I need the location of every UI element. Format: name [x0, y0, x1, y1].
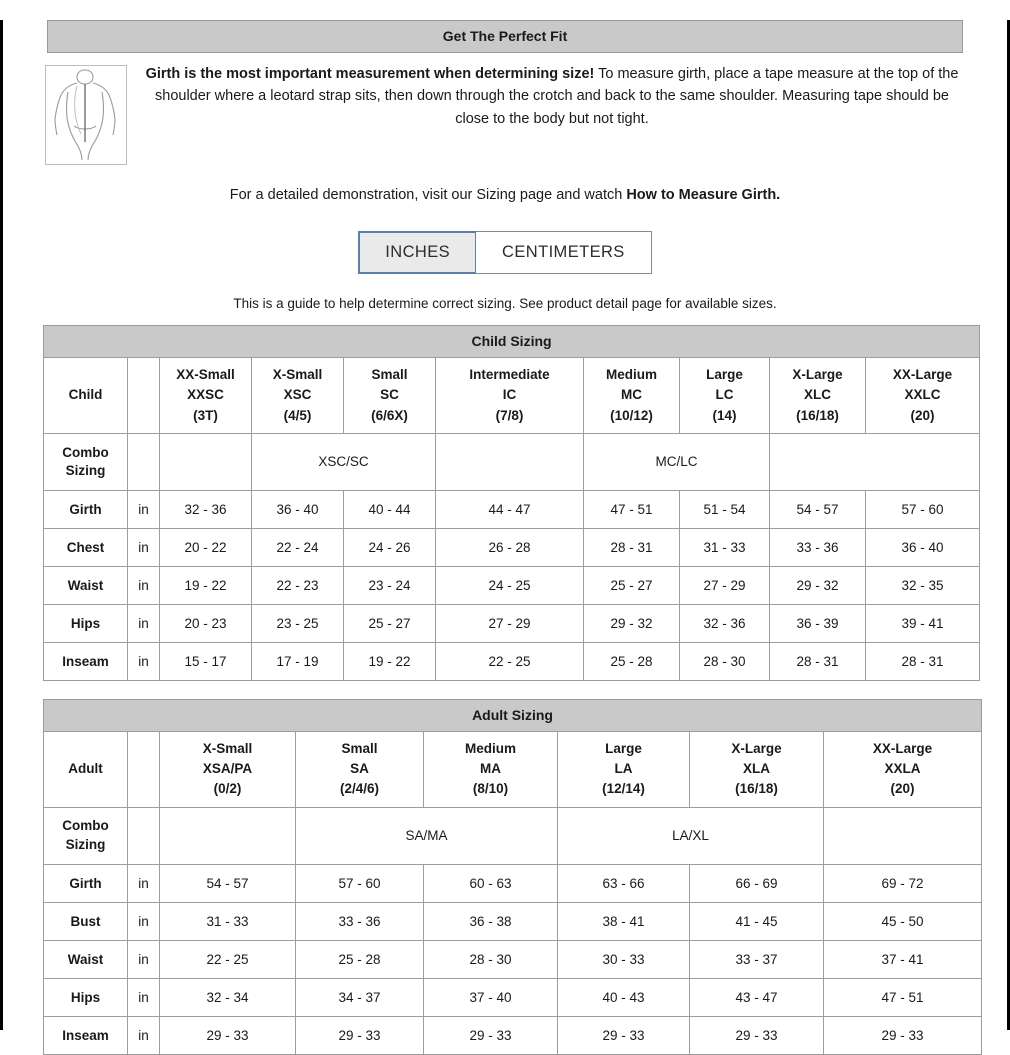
- table-row: [44, 940, 982, 978]
- adult-combo-label-1: Combo: [62, 818, 109, 834]
- adult-row-3-unit: in: [128, 978, 160, 1016]
- child-row-3-v2: 25 - 27: [344, 604, 436, 642]
- child-row-2-label: Waist: [44, 566, 128, 604]
- adult-row-4-v3: 29 - 33: [558, 1016, 690, 1054]
- child-row-1-v5: 31 - 33: [680, 528, 770, 566]
- figure-svg: [46, 66, 124, 162]
- child-table-title-row: [44, 326, 980, 358]
- child-col-6: [770, 358, 866, 434]
- adult-header-label: Adult: [44, 731, 128, 807]
- adult-col-1: [296, 731, 424, 807]
- child-row-4-v1: 17 - 19: [252, 642, 344, 680]
- child-row-0-unit: in: [128, 490, 160, 528]
- intro-rest-text: To measure girth, place a tape measure at the top of the shoulder where a leotard strap sits, then down through the crotch and back to the same shoulder. Measuring tape should be close to the body but not tight.: [155, 66, 959, 127]
- child-row-2-v3: 24 - 25: [436, 566, 584, 604]
- child-row-4-v6: 28 - 31: [770, 642, 866, 680]
- child-col-1-name: X-Small: [272, 367, 323, 382]
- child-row-4-v7: 28 - 31: [866, 642, 980, 680]
- adult-col-4-name: X-Large: [731, 740, 782, 756]
- adult-row-0-v1: 57 - 60: [296, 864, 424, 902]
- adult-row-0-v4: 66 - 69: [690, 864, 824, 902]
- intro-paragraph: [127, 63, 969, 130]
- adult-row-2-v2: 28 - 30: [424, 940, 558, 978]
- demo-line: [51, 187, 959, 203]
- how-to-measure-girth-link[interactable]: How to Measure Girth.: [626, 187, 781, 203]
- child-row-0-v0: 32 - 36: [160, 490, 252, 528]
- size-chart-page: [0, 20, 1010, 1043]
- adult-col-5-code: XXLA: [884, 761, 921, 776]
- child-combo-unit-spacer: [128, 433, 160, 490]
- child-col-3: [436, 358, 584, 434]
- child-row-2-unit: in: [128, 566, 160, 604]
- table-row: [44, 604, 980, 642]
- adult-sizing-table: [43, 699, 982, 1055]
- child-row-2-v5: 27 - 29: [680, 566, 770, 604]
- adult-row-3-v5: 47 - 51: [824, 978, 982, 1016]
- child-combo-label-1: Combo: [62, 444, 109, 460]
- child-header-label: Child: [44, 358, 128, 434]
- demo-prefix-text: For a detailed demonstration, visit our Sizing page and watch: [229, 187, 627, 203]
- child-row-1-v1: 22 - 24: [252, 528, 344, 566]
- adult-row-0-unit: in: [128, 864, 160, 902]
- adult-row-2-v0: 22 - 25: [160, 940, 296, 978]
- child-sizing-table: [43, 325, 980, 681]
- adult-row-4-label: Inseam: [44, 1016, 128, 1054]
- unit-toggle[interactable]: [358, 231, 651, 274]
- child-row-3-v5: 32 - 36: [680, 604, 770, 642]
- child-col-0-code: XXSC: [187, 387, 224, 403]
- child-row-2-v0: 19 - 22: [160, 566, 252, 604]
- adult-row-2-v3: 30 - 33: [558, 940, 690, 978]
- adult-col-0: [160, 731, 296, 807]
- child-row-1-label: Chest: [44, 528, 128, 566]
- adult-row-1-v3: 38 - 41: [558, 902, 690, 940]
- adult-col-1-age: (2/4/6): [339, 781, 380, 797]
- child-row-3-unit: in: [128, 604, 160, 642]
- child-col-6-name: X-Large: [792, 367, 843, 382]
- adult-row-3-v0: 32 - 34: [160, 978, 296, 1016]
- child-col-5-code: LC: [715, 387, 734, 403]
- adult-table-header-row: [44, 731, 982, 807]
- adult-col-2-name: Medium: [464, 740, 516, 756]
- unit-toggle-centimeters[interactable]: CENTIMETERS: [476, 232, 651, 273]
- child-col-1: [252, 358, 344, 434]
- adult-combo-label-2: Sizing: [65, 836, 106, 852]
- child-row-3-v6: 36 - 39: [770, 604, 866, 642]
- child-row-3-v7: 39 - 41: [866, 604, 980, 642]
- child-row-3-v3: 27 - 29: [436, 604, 584, 642]
- adult-col-5-name: XX-Large: [872, 740, 933, 756]
- table-row: [44, 902, 982, 940]
- leotard-figure-icon: [45, 65, 127, 165]
- child-combo-1: XSC/SC: [252, 433, 436, 490]
- child-row-1-v4: 28 - 31: [584, 528, 680, 566]
- adult-row-4-v1: 29 - 33: [296, 1016, 424, 1054]
- adult-row-1-unit: in: [128, 902, 160, 940]
- table-row: [44, 642, 980, 680]
- child-row-1-v6: 33 - 36: [770, 528, 866, 566]
- child-row-2-v4: 25 - 27: [584, 566, 680, 604]
- intro-bold-text: Girth is the most important measurement when determining size!: [145, 66, 595, 82]
- adult-row-3-v2: 37 - 40: [424, 978, 558, 1016]
- adult-col-0-code: XSA/PA: [202, 761, 253, 776]
- adult-row-4-unit: in: [128, 1016, 160, 1054]
- child-col-0: [160, 358, 252, 434]
- child-row-3-v1: 23 - 25: [252, 604, 344, 642]
- adult-combo-row: [44, 807, 982, 864]
- child-row-3-label: Hips: [44, 604, 128, 642]
- child-col-5-age: (14): [712, 407, 737, 423]
- adult-combo-unit-spacer: [128, 807, 160, 864]
- child-row-4-v3: 22 - 25: [436, 642, 584, 680]
- child-col-2-age: (6/6X): [371, 407, 408, 423]
- adult-table-title: Adult Sizing: [44, 699, 982, 731]
- guide-note: This is a guide to help determine correct sizing. See product detail page for available sizes.: [233, 296, 777, 311]
- child-row-4-unit: in: [128, 642, 160, 680]
- child-row-0-v3: 44 - 47: [436, 490, 584, 528]
- adult-row-1-label: Bust: [44, 902, 128, 940]
- adult-row-2-label: Waist: [44, 940, 128, 978]
- child-col-7-code: XXLC: [904, 387, 941, 403]
- adult-table-title-row: [44, 699, 982, 731]
- child-col-5: [680, 358, 770, 434]
- table-row: [44, 566, 980, 604]
- child-row-4-label: Inseam: [44, 642, 128, 680]
- child-row-1-unit: in: [128, 528, 160, 566]
- child-col-6-code: XLC: [804, 387, 831, 403]
- adult-row-2-unit: in: [128, 940, 160, 978]
- adult-col-3-age: (12/14): [602, 781, 645, 797]
- child-row-0-label: Girth: [44, 490, 128, 528]
- adult-combo-3: [824, 807, 982, 864]
- intro-section: [45, 63, 969, 165]
- adult-row-1-v2: 36 - 38: [424, 902, 558, 940]
- adult-header-unit-spacer: [128, 731, 160, 807]
- adult-col-0-age: (0/2): [213, 781, 242, 797]
- child-combo-label: [44, 433, 128, 490]
- child-row-0-v1: 36 - 40: [252, 490, 344, 528]
- adult-row-1-v1: 33 - 36: [296, 902, 424, 940]
- child-row-0-v7: 57 - 60: [866, 490, 980, 528]
- child-table-header-row: [44, 358, 980, 434]
- adult-row-3-v4: 43 - 47: [690, 978, 824, 1016]
- child-row-4-v0: 15 - 17: [160, 642, 252, 680]
- child-col-2: [344, 358, 436, 434]
- child-col-7-age: (20): [910, 407, 935, 423]
- child-row-3-v0: 20 - 23: [160, 604, 252, 642]
- child-row-2-v2: 23 - 24: [344, 566, 436, 604]
- adult-col-1-name: Small: [341, 740, 378, 756]
- table-row: [44, 528, 980, 566]
- adult-col-4-code: XLA: [743, 761, 770, 776]
- child-row-4-v5: 28 - 30: [680, 642, 770, 680]
- child-row-2-v6: 29 - 32: [770, 566, 866, 604]
- adult-col-5: [824, 731, 982, 807]
- adult-col-3: [558, 731, 690, 807]
- adult-combo-1: SA/MA: [296, 807, 558, 864]
- child-col-0-age: (3T): [193, 407, 218, 423]
- child-row-1-v0: 20 - 22: [160, 528, 252, 566]
- child-combo-label-2: Sizing: [65, 462, 106, 478]
- adult-col-3-code: LA: [614, 761, 633, 776]
- child-col-6-age: (16/18): [796, 407, 839, 423]
- table-row: [44, 864, 982, 902]
- adult-row-4-v5: 29 - 33: [824, 1016, 982, 1054]
- adult-row-2-v1: 25 - 28: [296, 940, 424, 978]
- child-row-4-v4: 25 - 28: [584, 642, 680, 680]
- child-row-0-v5: 51 - 54: [680, 490, 770, 528]
- child-col-2-code: SC: [380, 387, 399, 403]
- adult-col-5-age: (20): [890, 781, 915, 797]
- child-header-unit-spacer: [128, 358, 160, 434]
- child-col-4-code: MC: [621, 387, 642, 403]
- child-row-0-v4: 47 - 51: [584, 490, 680, 528]
- adult-row-0-v3: 63 - 66: [558, 864, 690, 902]
- child-col-3-age: (7/8): [495, 407, 524, 423]
- adult-col-1-code: SA: [350, 761, 369, 776]
- child-col-5-name: Large: [706, 367, 743, 382]
- child-col-7: [866, 358, 980, 434]
- child-row-1-v7: 36 - 40: [866, 528, 980, 566]
- adult-row-3-v1: 34 - 37: [296, 978, 424, 1016]
- child-combo-row: [44, 433, 980, 490]
- child-table-title: Child Sizing: [44, 326, 980, 358]
- adult-row-0-label: Girth: [44, 864, 128, 902]
- adult-row-4-v4: 29 - 33: [690, 1016, 824, 1054]
- page-title: Get The Perfect Fit: [47, 20, 963, 53]
- unit-toggle-wrap: [11, 231, 999, 274]
- adult-row-4-v2: 29 - 33: [424, 1016, 558, 1054]
- adult-row-2-v5: 37 - 41: [824, 940, 982, 978]
- adult-row-3-v3: 40 - 43: [558, 978, 690, 1016]
- child-row-0-v2: 40 - 44: [344, 490, 436, 528]
- child-row-1-v2: 24 - 26: [344, 528, 436, 566]
- child-col-1-age: (4/5): [283, 407, 312, 423]
- child-col-4: [584, 358, 680, 434]
- child-combo-3: MC/LC: [584, 433, 770, 490]
- child-row-3-v4: 29 - 32: [584, 604, 680, 642]
- adult-col-2-code: MA: [480, 761, 501, 776]
- table-row: [44, 1016, 982, 1054]
- adult-row-0-v2: 60 - 63: [424, 864, 558, 902]
- adult-row-1-v5: 45 - 50: [824, 902, 982, 940]
- child-row-1-v3: 26 - 28: [436, 528, 584, 566]
- adult-row-1-v4: 41 - 45: [690, 902, 824, 940]
- adult-col-2-age: (8/10): [472, 781, 509, 797]
- child-row-2-v1: 22 - 23: [252, 566, 344, 604]
- child-combo-4: [770, 433, 980, 490]
- adult-row-3-label: Hips: [44, 978, 128, 1016]
- table-row: [44, 490, 980, 528]
- child-col-1-code: XSC: [283, 387, 312, 403]
- child-col-4-age: (10/12): [610, 407, 653, 423]
- adult-combo-label: [44, 807, 128, 864]
- child-col-7-name: XX-Large: [892, 367, 953, 382]
- child-col-0-name: XX-Small: [176, 367, 235, 382]
- table-row: [44, 978, 982, 1016]
- adult-row-1-v0: 31 - 33: [160, 902, 296, 940]
- child-combo-0: [160, 433, 252, 490]
- adult-col-2: [424, 731, 558, 807]
- child-combo-2: [436, 433, 584, 490]
- adult-row-0-v5: 69 - 72: [824, 864, 982, 902]
- child-col-3-code: IC: [502, 387, 517, 403]
- child-col-4-name: Medium: [605, 367, 657, 382]
- adult-row-0-v0: 54 - 57: [160, 864, 296, 902]
- child-row-2-v7: 32 - 35: [866, 566, 980, 604]
- adult-combo-0: [160, 807, 296, 864]
- adult-col-4-age: (16/18): [735, 781, 778, 797]
- child-col-2-name: Small: [371, 367, 408, 382]
- child-row-0-v6: 54 - 57: [770, 490, 866, 528]
- adult-combo-2: LA/XL: [558, 807, 824, 864]
- adult-row-4-v0: 29 - 33: [160, 1016, 296, 1054]
- child-row-4-v2: 19 - 22: [344, 642, 436, 680]
- adult-col-3-name: Large: [605, 740, 642, 756]
- child-col-3-name: Intermediate: [469, 367, 550, 382]
- unit-toggle-inches[interactable]: INCHES: [358, 231, 477, 274]
- adult-col-0-name: X-Small: [202, 740, 253, 756]
- adult-row-2-v4: 33 - 37: [690, 940, 824, 978]
- adult-col-4: [690, 731, 824, 807]
